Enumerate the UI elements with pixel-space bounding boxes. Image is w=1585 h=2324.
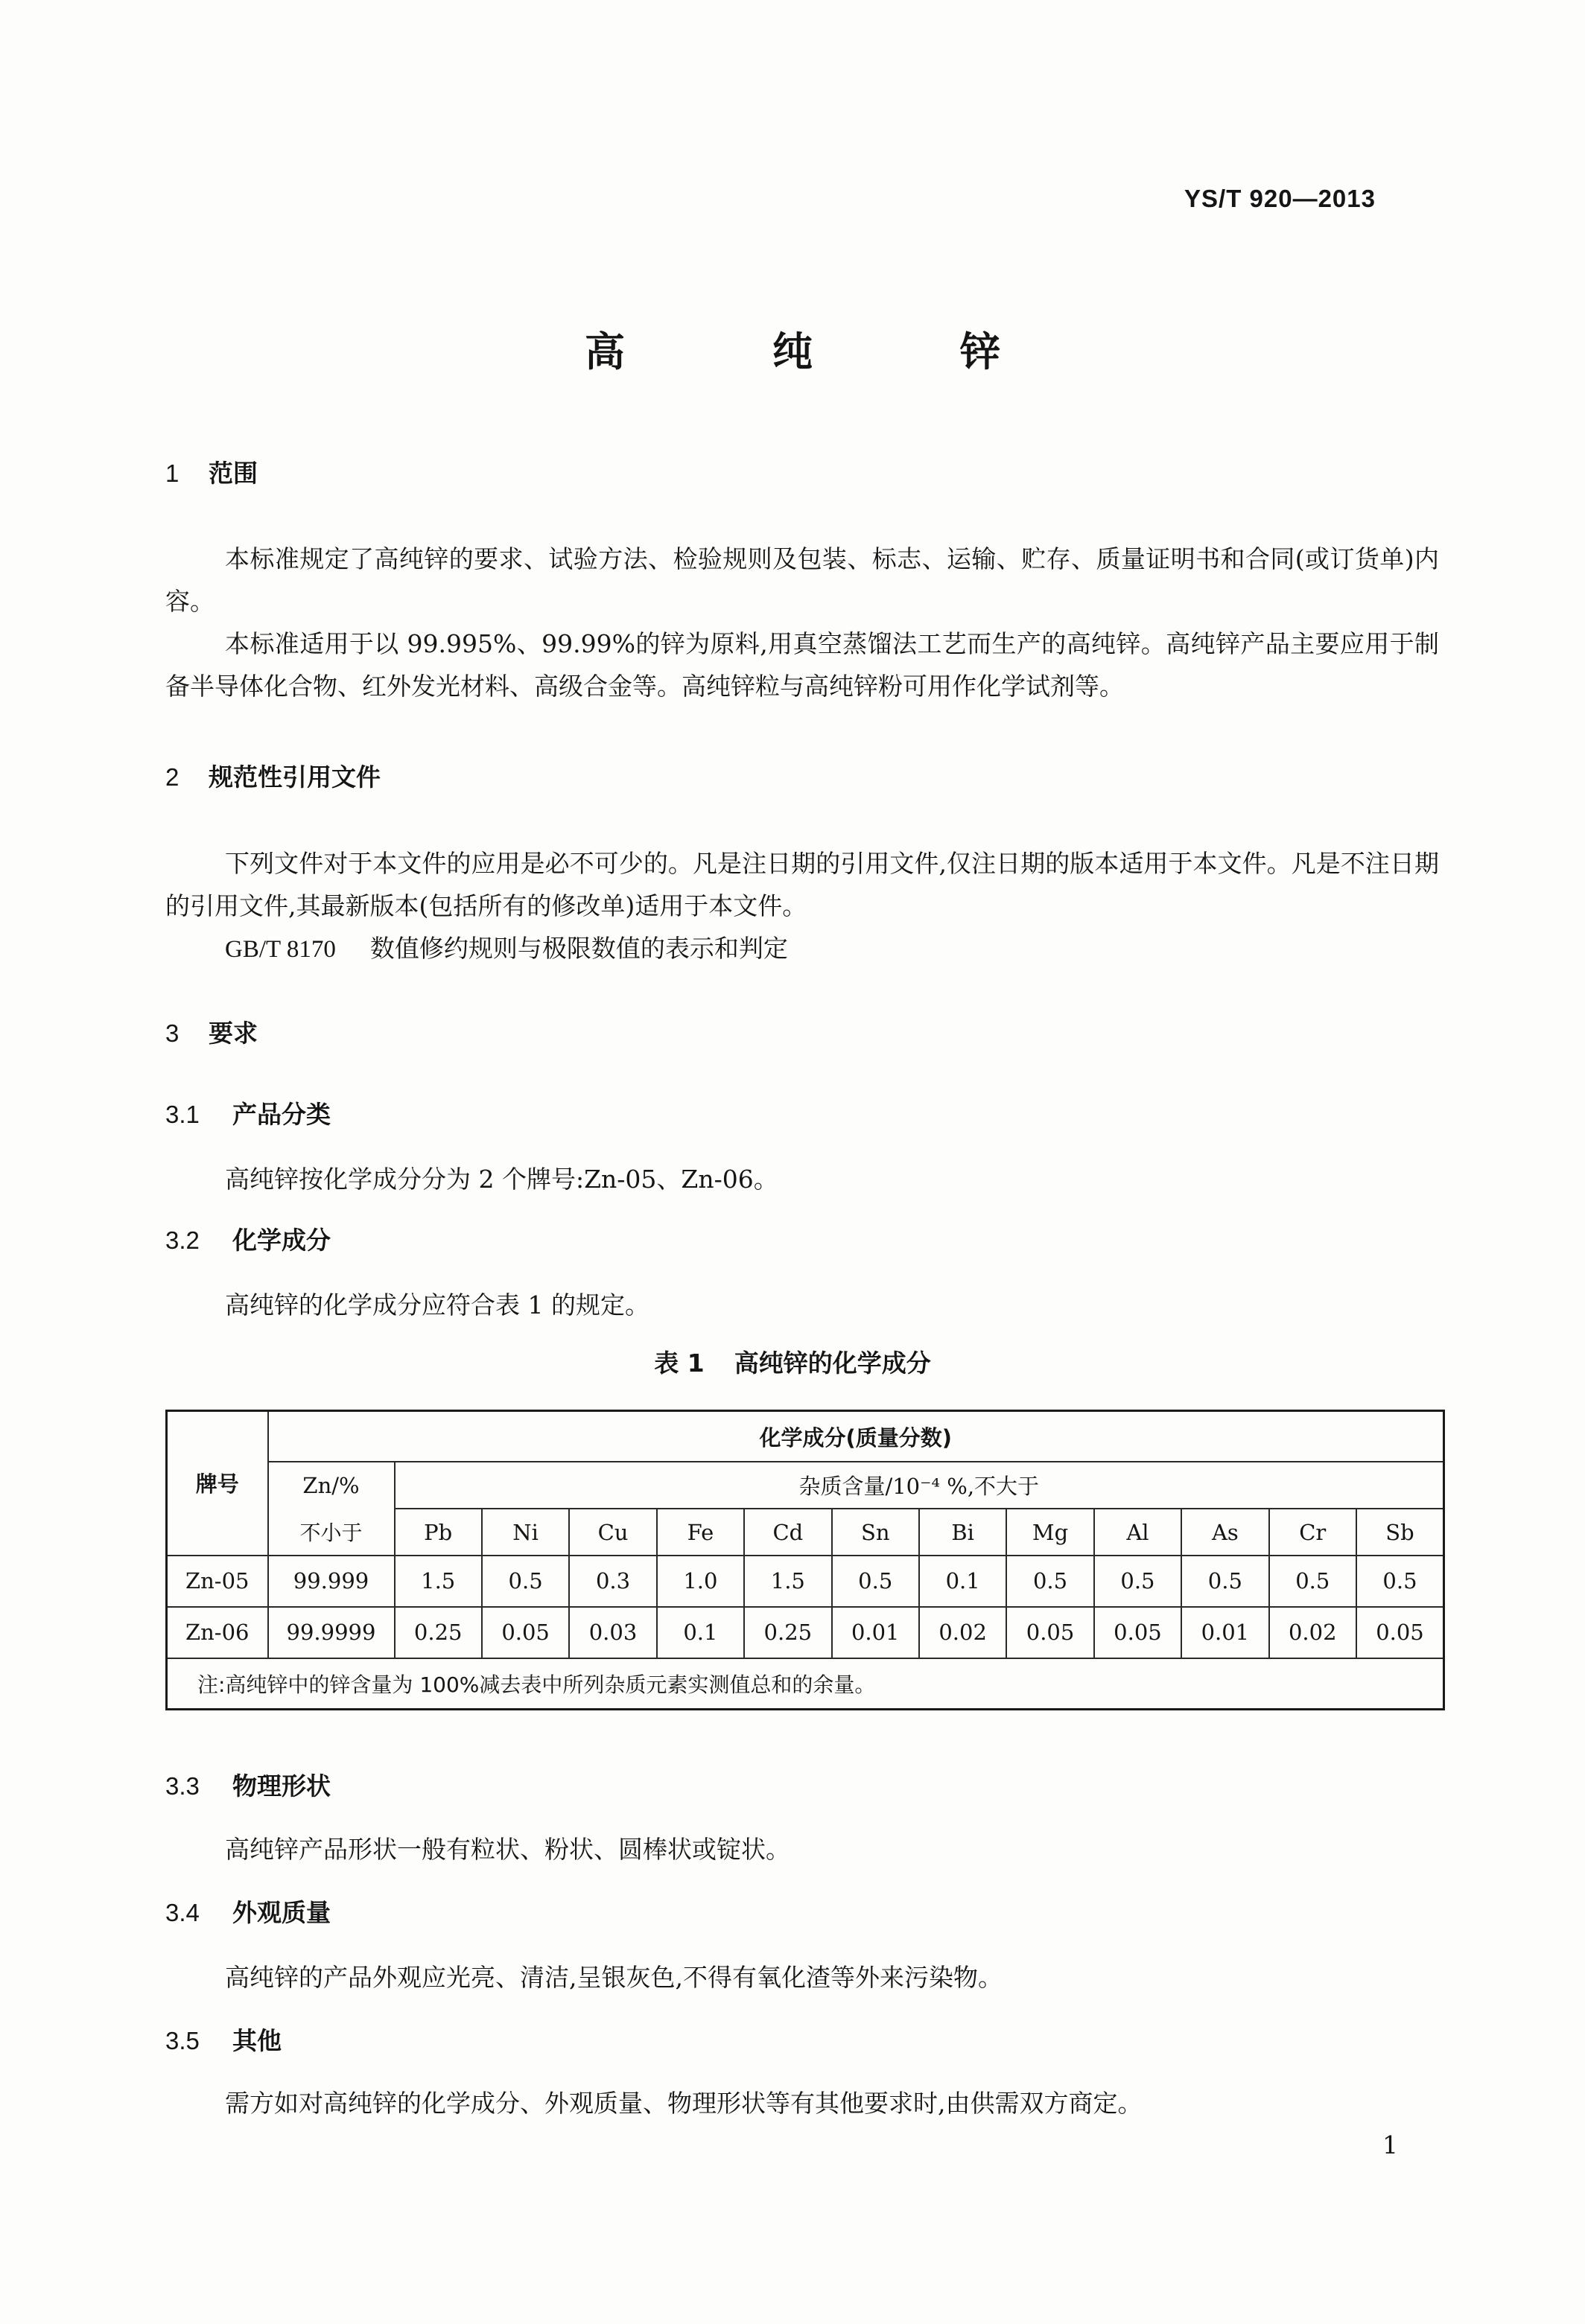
paragraph: 本标准规定了高纯锌的要求、试验方法、检验规则及包装、标志、运输、贮存、质量证明书和合同(或订货单)内容。 [165,544,1439,616]
normative-reference [225,929,788,964]
value-cell: 0.05 [1094,1607,1181,1658]
section-number: 2 [165,763,180,791]
value-cell: 0.3 [569,1556,656,1607]
element-header: Ni [482,1509,569,1556]
section-3-3-text: 高纯锌产品形状一般有粒状、粉状、圆棒状或锭状。 [225,1835,790,1864]
value-cell: 0.03 [569,1607,656,1658]
element-header: Sb [1356,1509,1444,1556]
zn-cell: 99.9999 [268,1607,395,1658]
element-header-row [167,1509,1444,1556]
section-3-5-heading [165,2022,282,2057]
impurity-header: 杂质含量/10⁻⁴ %,不大于 [395,1462,1444,1509]
zn-min-header: 不小于 [268,1509,395,1556]
section-number: 3.4 [165,1899,200,1926]
value-cell: 0.5 [1094,1556,1181,1607]
element-header: Mg [1006,1509,1093,1556]
section-2-heading [165,758,381,793]
paragraph: 本标准适用于以 99.995%、99.99%的锌为原料,用真空蒸馏法工艺而生产的高纯锌。高纯锌产品主要应用于制备半导体化合物、红外发光材料、高级合金等。高纯锌粒与高纯锌粉可用作化学试剂等。 [165,629,1439,701]
section-number: 3 [165,1019,180,1047]
value-cell: 0.5 [482,1556,569,1607]
table-row [167,1607,1444,1658]
section-2-body [165,842,1439,927]
element-header: Cr [1269,1509,1356,1556]
element-header: Sn [832,1509,919,1556]
value-cell: 0.25 [744,1607,831,1658]
section-3-heading [165,1014,258,1049]
section-3-5-text: 需方如对高纯锌的化学成分、外观质量、物理形状等有其他要求时,由供需双方商定。 [225,2089,1143,2118]
value-cell: 0.02 [1269,1607,1356,1658]
section-3-4-heading [165,1894,331,1929]
grade-cell: Zn-06 [167,1607,268,1658]
section-title: 要求 [209,1019,258,1048]
value-cell: 0.01 [1181,1607,1268,1658]
element-header: Cd [744,1509,831,1556]
zn-header: Zn/% [268,1462,395,1509]
section-3-4-text: 高纯锌的产品外观应光亮、清洁,呈银灰色,不得有氧化渣等外来污染物。 [225,1963,1003,1992]
value-cell: 0.05 [1356,1607,1444,1658]
grade-header: 牌号 [167,1411,268,1556]
value-cell: 1.5 [395,1556,482,1607]
zn-cell: 99.999 [268,1556,395,1607]
paragraph: 下列文件对于本文件的应用是必不可少的。凡是注日期的引用文件,仅注日期的版本适用于本文件。凡是不注日期的引用文件,其最新版本(包括所有的修改单)适用于本文件。 [165,849,1439,920]
caption-title: 高纯锌的化学成分 [734,1349,931,1378]
element-header: Pb [395,1509,482,1556]
caption-label: 表 1 [654,1349,705,1378]
table-caption [0,1344,1585,1379]
value-cell: 0.5 [1006,1556,1093,1607]
value-cell: 0.02 [919,1607,1006,1658]
value-cell: 0.1 [919,1556,1006,1607]
section-title: 其他 [232,2026,282,2055]
chemical-composition-table [165,1410,1445,1710]
section-number: 1 [165,459,180,487]
grade-cell: Zn-05 [167,1556,268,1607]
element-header: As [1181,1509,1268,1556]
element-header: Cu [569,1509,656,1556]
value-cell: 0.5 [1181,1556,1268,1607]
page-number: 1 [1382,2130,1398,2159]
section-1-heading [165,454,258,489]
section-number: 3.5 [165,2027,200,2054]
element-header: Fe [657,1509,744,1556]
section-number: 3.3 [165,1772,200,1800]
table-row [167,1556,1444,1607]
section-title: 范围 [209,459,258,488]
element-header: Bi [919,1509,1006,1556]
document-number: YS/T 920—2013 [1184,185,1376,212]
section-number: 3.1 [165,1101,200,1128]
value-cell: 0.01 [832,1607,919,1658]
composition-header: 化学成分(质量分数) [268,1411,1444,1462]
section-3-2-heading [165,1221,331,1256]
value-cell: 1.0 [657,1556,744,1607]
reference-code: GB/T 8170 [225,936,336,963]
section-3-2-text: 高纯锌的化学成分应符合表 1 的规定。 [225,1290,649,1319]
page-title: 高 纯 锌 [585,328,1054,375]
section-3-1-heading [165,1095,331,1130]
value-cell: 0.1 [657,1607,744,1658]
value-cell: 0.25 [395,1607,482,1658]
value-cell: 0.5 [832,1556,919,1607]
section-title: 外观质量 [232,1898,331,1927]
section-3-3-heading [165,1767,331,1802]
section-title: 产品分类 [232,1100,331,1129]
section-title: 物理形状 [232,1771,331,1801]
value-cell: 0.05 [482,1607,569,1658]
value-cell: 1.5 [744,1556,831,1607]
section-title: 规范性引用文件 [209,763,381,792]
value-cell: 0.5 [1269,1556,1356,1607]
value-cell: 0.5 [1356,1556,1444,1607]
reference-title: 数值修约规则与极限数值的表示和判定 [369,934,788,963]
table-note: 注:高纯锌中的锌含量为 100%减去表中所列杂质元素实测值总和的余量。 [167,1658,1444,1710]
section-number: 3.2 [165,1226,200,1254]
section-1-body [165,538,1439,707]
value-cell: 0.05 [1006,1607,1093,1658]
element-header: Al [1094,1509,1181,1556]
section-3-1-text: 高纯锌按化学成分分为 2 个牌号:Zn-05、Zn-06。 [225,1165,778,1194]
section-title: 化学成分 [232,1226,331,1255]
